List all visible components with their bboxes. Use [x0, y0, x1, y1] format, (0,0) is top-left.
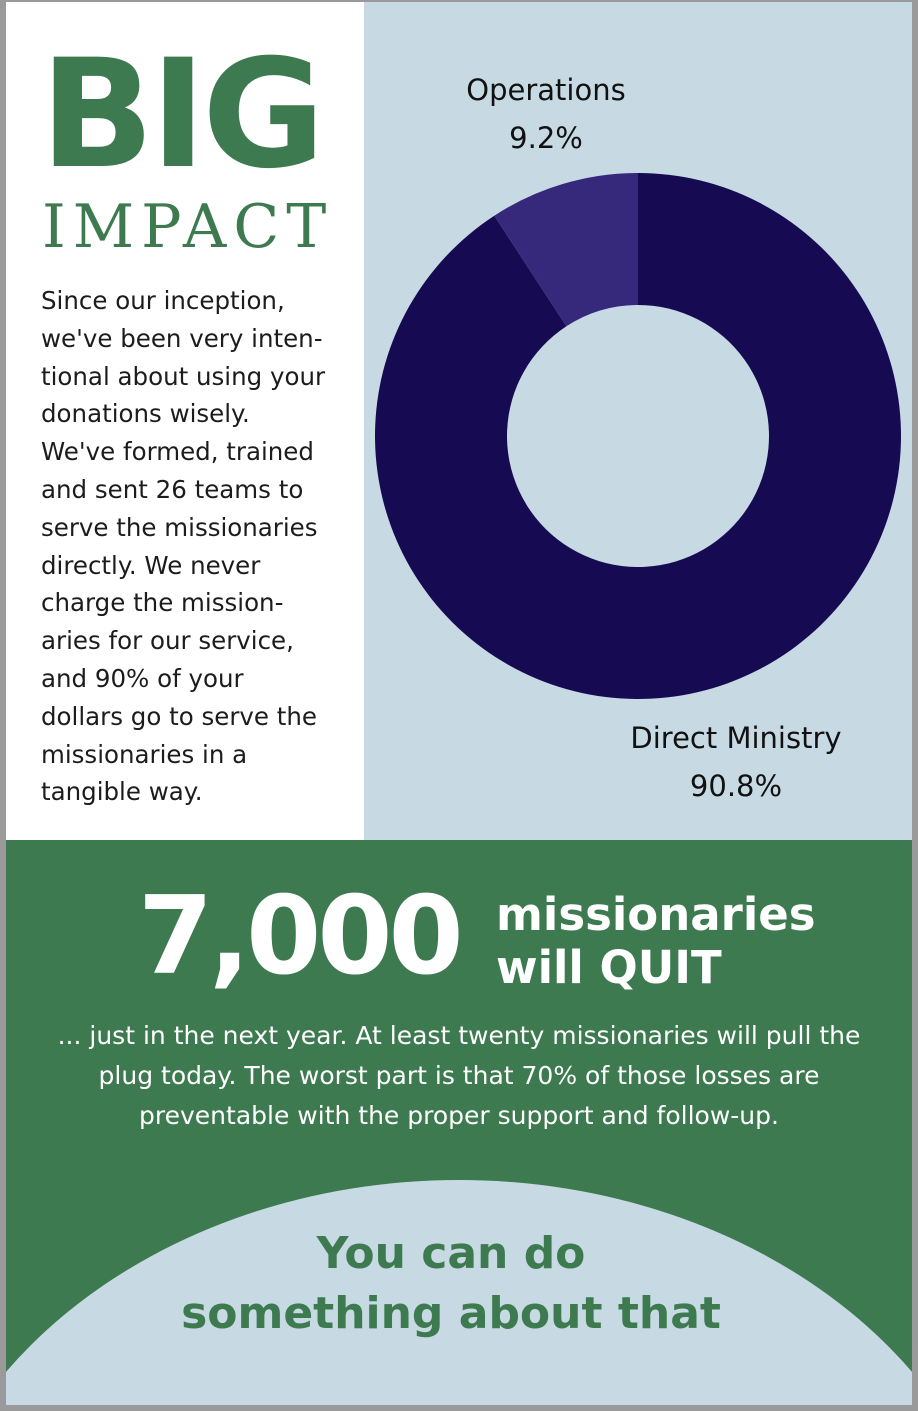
direct-ministry-label-value: 90.8%: [689, 769, 783, 803]
stat-headline: [496, 888, 816, 994]
stats-panel: [6, 840, 912, 1405]
stat-number: 7,000: [138, 874, 460, 999]
big-heading: BIG: [40, 28, 322, 202]
operations-label-name: Operations: [466, 73, 626, 107]
infographic-page: [6, 2, 912, 1405]
intro-paragraph: Since our inception, we've been very inten- tional about using your donations wisely. We've formed, trained and sent 26 teams to serve the missionaries directly. We never charge the mission- aries for our service, and 90% of your dollars go to serve the missionaries in a tangible way.: [41, 286, 326, 807]
direct-ministry-label-name: Direct Ministry: [630, 721, 842, 755]
stat-headline-line1: missionaries: [496, 888, 816, 941]
cta-line1: You can do: [316, 1228, 586, 1279]
operations-label: [436, 66, 656, 162]
cta-text: [6, 1224, 896, 1344]
operations-label-value: 9.2%: [509, 121, 583, 155]
impact-heading: IMPACT: [42, 192, 334, 262]
stat-body: ... just in the next year. At least twenty missionaries will pull the plug today. The worst part is that 70% of those losses are preventable with the proper support and follow-up.: [57, 1021, 861, 1130]
direct-ministry-label: [606, 714, 866, 810]
cta-line2: something about that: [181, 1288, 721, 1339]
stat-headline-line2: will QUIT: [496, 941, 722, 994]
